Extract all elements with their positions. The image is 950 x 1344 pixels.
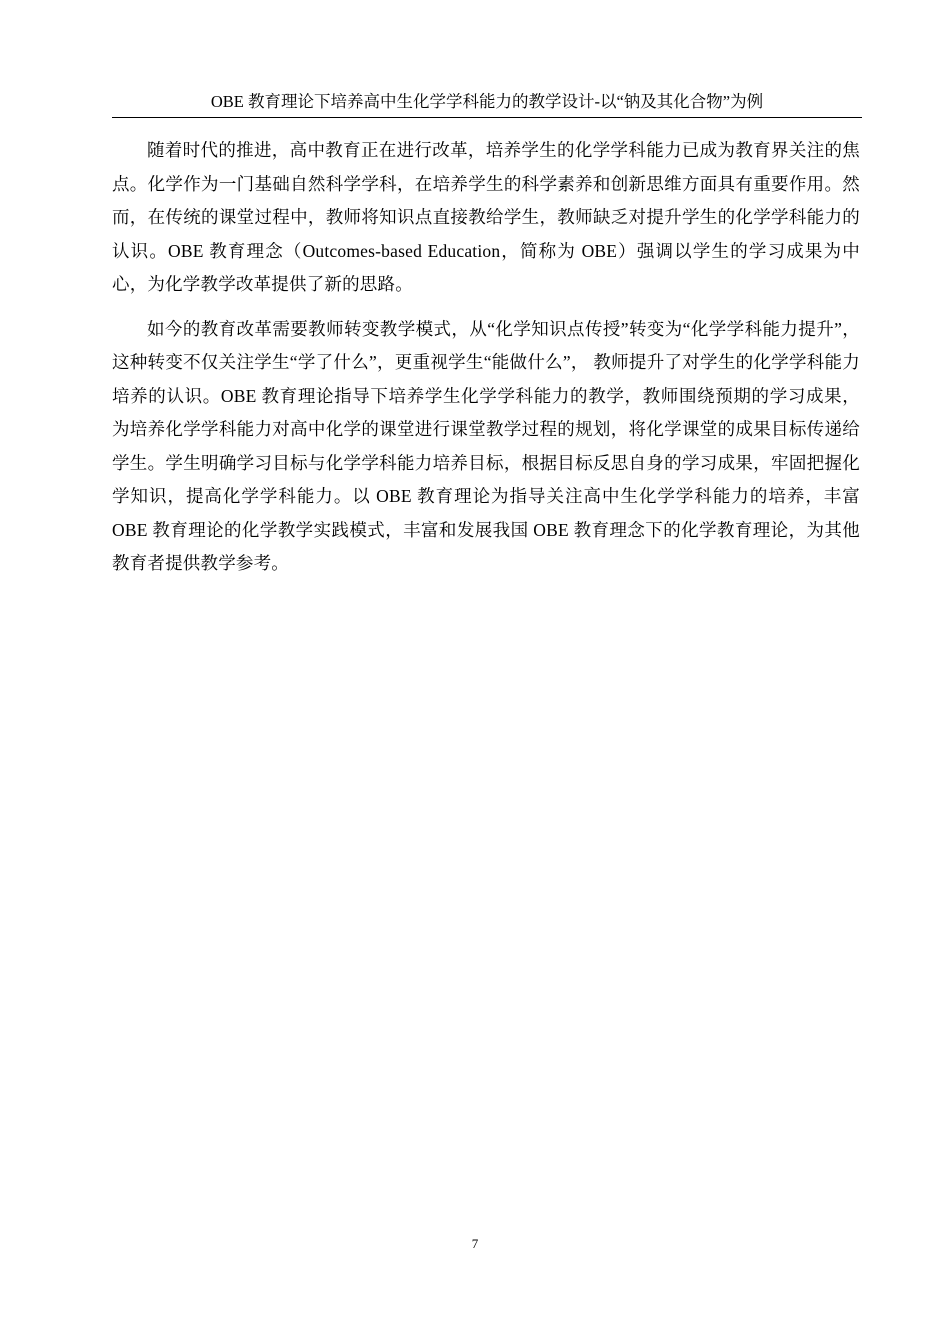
page-number: 7 [471,1236,479,1251]
page-header [112,88,862,118]
paragraph-2: 如今的教育改革需要教师转变教学模式，从“化学知识点传授”转变为“化学学科能力提升”，这种转变不仅关注学生“学了什么”，更重视学生“能做什么”， 教师提升了对学生的化学学科能力培养的认识。OBE 教育理论指导下培养学生化学学科能力的教学，教师围绕预期的学习成果，为培养化学学科能力对高中化学的课堂进行课堂教学过程的规划，将化学课堂的成果目标传递给学生。学生明确学习目标与化学学科能力培养目标，根据目标反思自身的学习成果，牢固把握化学知识，提高化学学科能力。以 OBE 教育理论为指导关注高中生化学学科能力的培养，丰富 OBE 教育理论的化学教学实践模式，丰富和发展我国 OBE 教育理念下的化学教育理论，为其他教育者提供教学参考。 [112,318,860,573]
paragraph-1: 随着时代的推进，高中教育正在进行改革，培养学生的化学学科能力已成为教育界关注的焦点。化学作为一门基础自然科学学科，在培养学生的科学素养和创新思维方面具有重要作用。然而，在传统的课堂过程中，教师将知识点直接教给学生，教师缺乏对提升学生的化学学科能力的认识。OBE 教育理念（Outcomes-based Education，简称为 OBE）强调以学生的学习成果为中心，为化学教学改革提供了新的思路。 [112,140,860,294]
running-title: OBE 教育理论下培养高中生化学学科能力的教学设计-以“钠及其化合物”为例 [210,92,764,111]
body-text [112,134,860,592]
